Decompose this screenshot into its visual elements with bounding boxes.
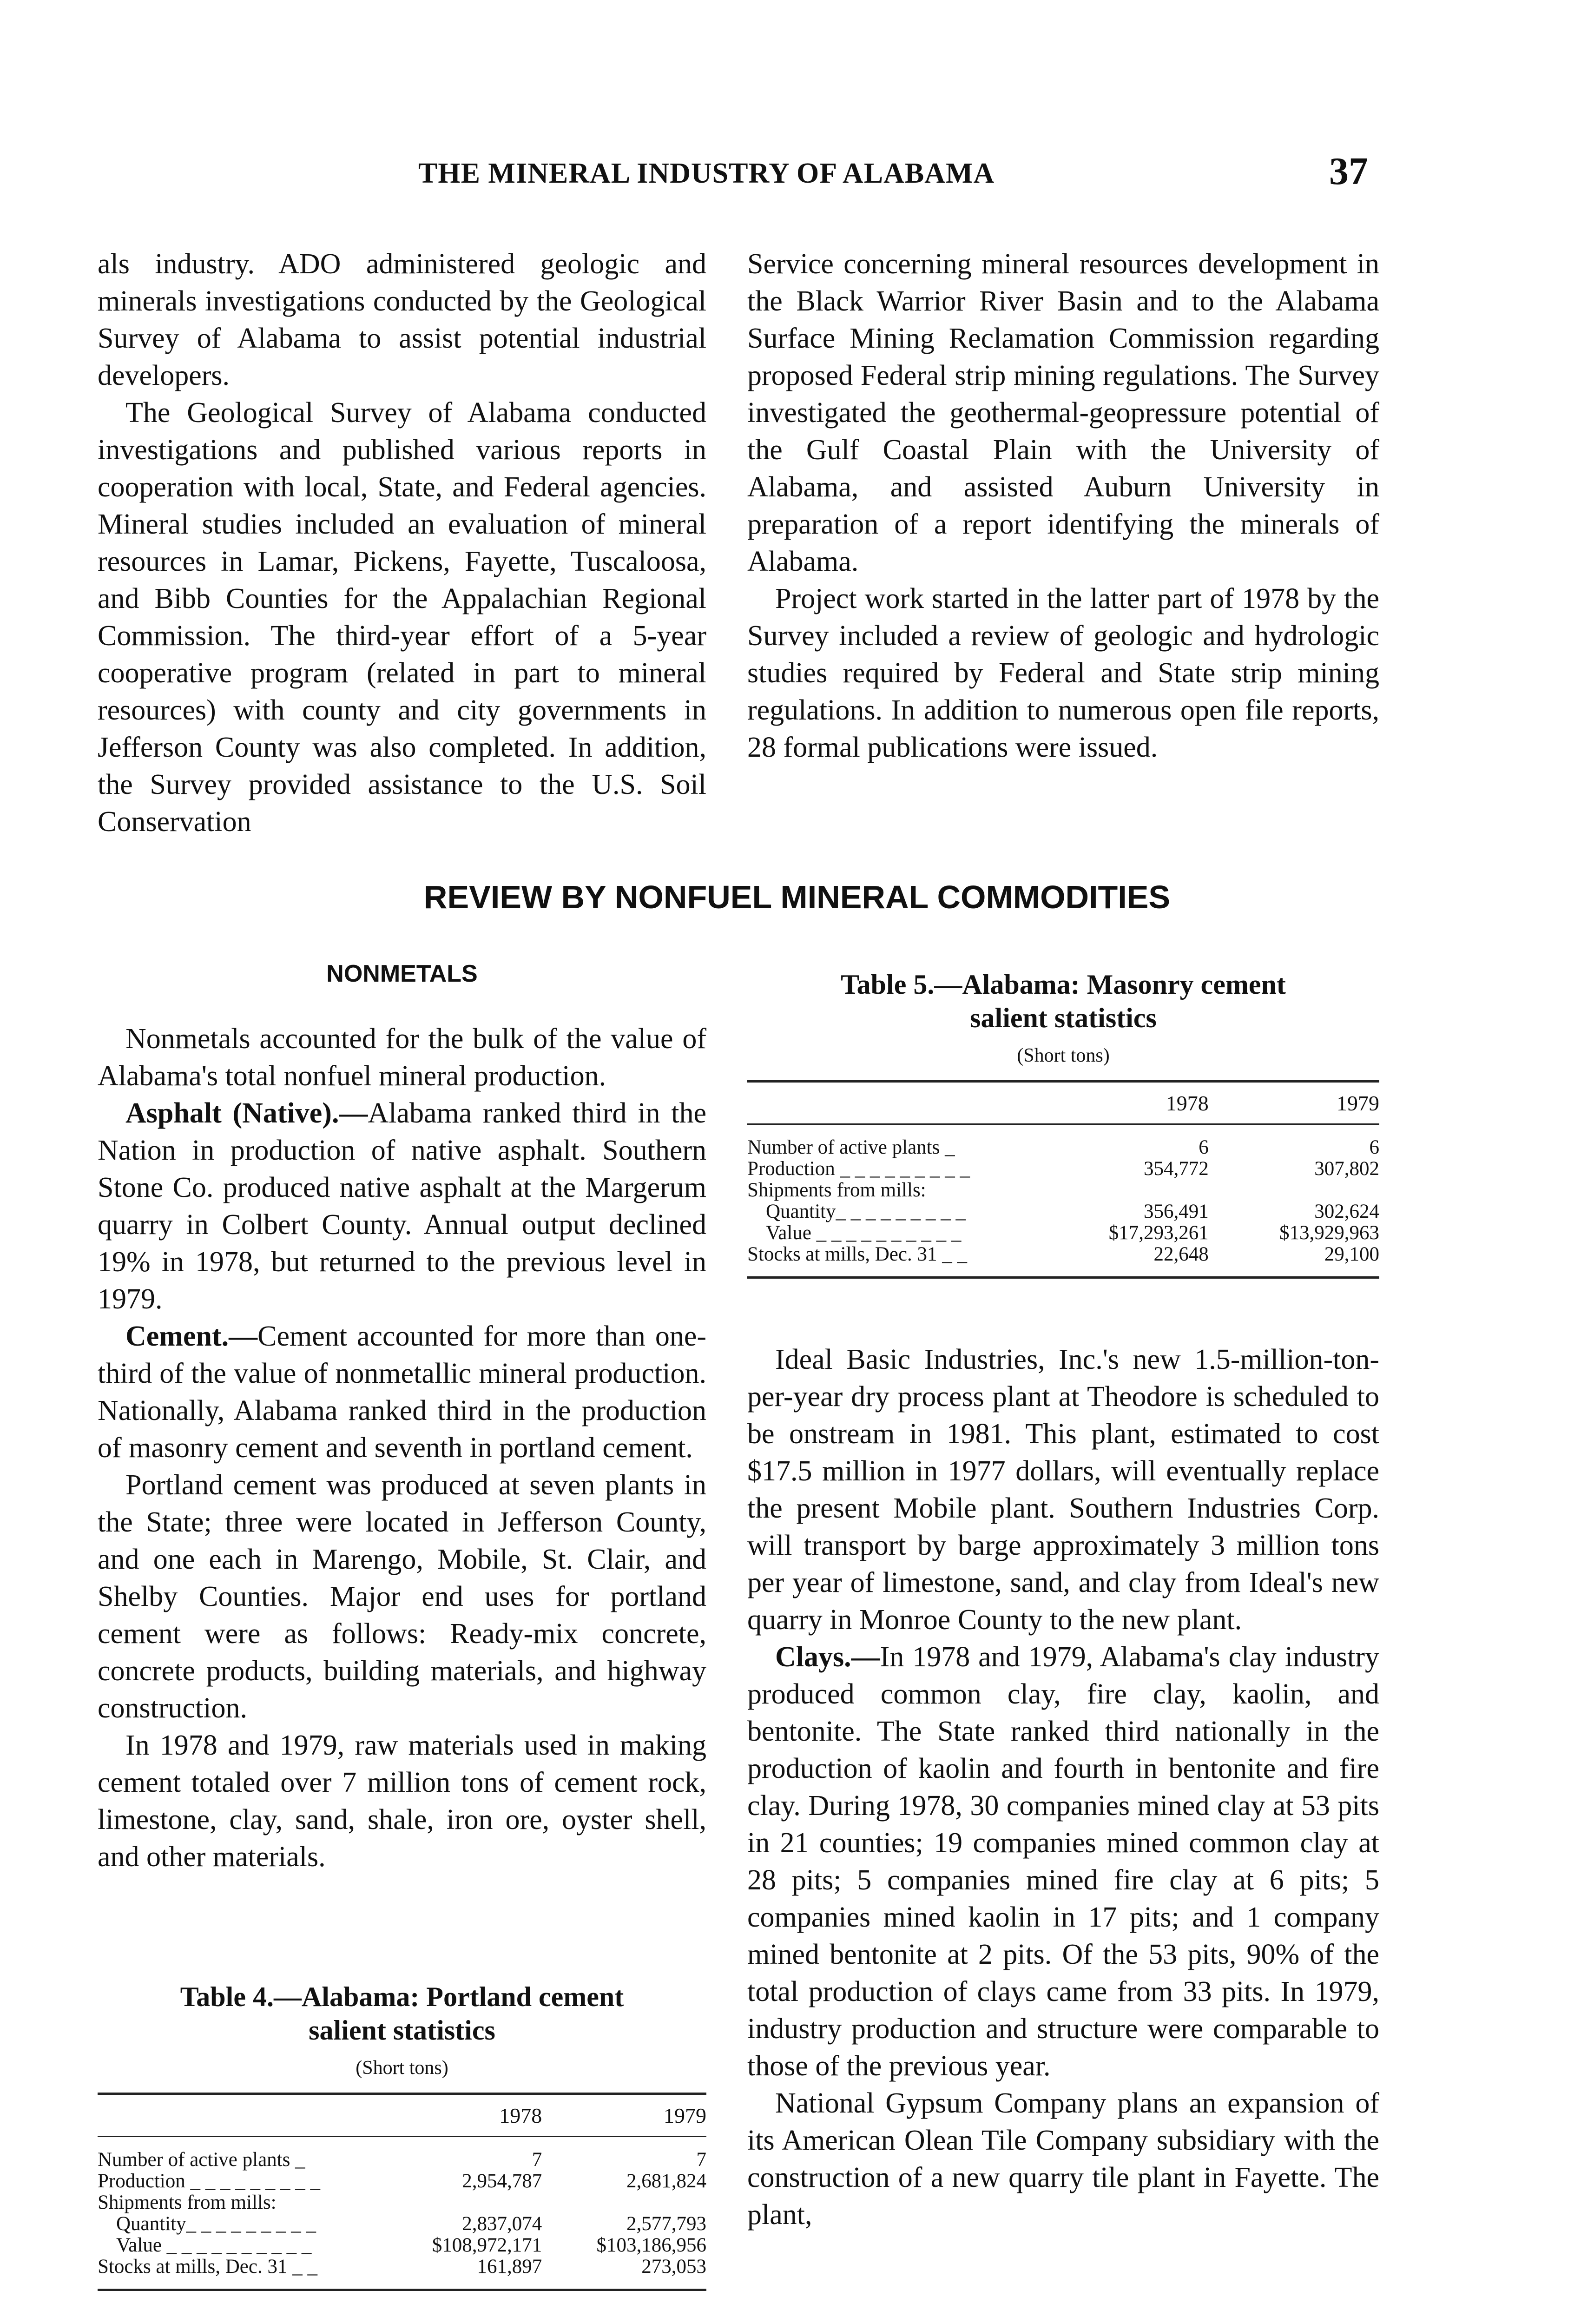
table-row: Value _ _ _ _ _ _ _ _ _ _ $17,293,261 $13,929,963 [766, 1222, 1379, 1244]
table-row: Shipments from mills: [98, 2192, 277, 2213]
lower-right-column [747, 1341, 1379, 2233]
table-5-masonry-cement [747, 968, 1379, 1279]
column-header: 1979 [1337, 1091, 1379, 1115]
table-unit: (Short tons) [356, 2057, 448, 2079]
table [98, 2095, 706, 2291]
column-header: 1979 [664, 2104, 706, 2127]
paragraph: Ideal Basic Industries, Inc.'s new 1.5-million-ton-per-year dry process plant at Theodore is scheduled to be onstream in 1981. This plant, estimated to cost $17.5 million in 1977 dollars, will eventually replace the present Mobile plant. Southern Industries Corp. will transport by barge approximately 3 million tons per year of limestone, sand, and clay from Ideal's new quarry in Monroe County to the new plant. [747, 1344, 1379, 1636]
paragraph-text: Alabama ranked third in the Nation in production of native asphalt. Southern Stone Co. produced native asphalt at the Margerum quarry in Colbert County. Annual output declined 19% in 1978, but returned to the previous level in 1979. [98, 1097, 706, 1315]
table-header-row [747, 1083, 1379, 1124]
column-header: 1978 [499, 2104, 542, 2127]
paragraph: In 1978 and 1979, raw materials used in making cement totaled over 7 million tons of cement rock, limestone, clay, sand, shale, iron ore, oyster shell, and other materials. [98, 1730, 706, 1873]
section-heading: REVIEW BY NONFUEL MINERAL COMMODITIES [423, 879, 1171, 915]
table-row: Stocks at mills, Dec. 31 _ _ 161,897 273,053 [98, 2256, 706, 2278]
table-row: Number of active plants _ 6 6 [747, 1136, 1379, 1158]
table-row: Value _ _ _ _ _ _ _ _ _ _ $108,972,171 $103,186,956 [116, 2234, 706, 2256]
lower-left-column [98, 1020, 706, 1875]
table-row: Shipments from mills: [747, 1179, 926, 1201]
top-right-column [747, 245, 1379, 766]
paragraph: Project work started in the latter part of 1978 by the Survey included a review of geologic and hydrologic studies required by Federal and State strip mining regulations. In addition to numerous open file reports, 28 formal publications were issued. [747, 583, 1379, 763]
paragraph: Portland cement was produced at seven plants in the State; three were located in Jefferson County, and one each in Marengo, Mobile, St. Clair, and Shelby Counties. Major end uses for portland cement were as follows: Ready-mix concrete, concrete products, building materials, and highway construction. [98, 1469, 706, 1724]
page-number: 37 [1329, 150, 1368, 193]
paragraph [98, 1095, 706, 1318]
paragraph [747, 1638, 1379, 2085]
paragraph-text: Cement accounted for more than one-third of the value of nonmetallic mineral production. Nationally, Alabama ranked third in the production of masonry cement and seventh in portland cement. [98, 1320, 706, 1464]
paragraph: Service concerning mineral resources development in the Black Warrior River Basin and to the Alabama Surface Mining Reclamation Commission regarding proposed Federal strip mining regulations. The Survey investigated the geothermal-geopressure potential of the Gulf Coastal Plain with the University of Alabama, and assisted Auburn University in preparation of a report identifying the minerals of Alabama. [747, 248, 1379, 577]
paragraph: Nonmetals accounted for the bulk of the value of Alabama's total nonfuel mineral production. [98, 1023, 706, 1092]
table-header-row [98, 2095, 706, 2137]
paragraph: als industry. ADO administered geologic and minerals investigations conducted by the Geological Survey of Alabama to assist potential industrial developers. [98, 248, 706, 391]
table-row: Quantity_ _ _ _ _ _ _ _ _ 2,837,074 2,577,793 [116, 2213, 706, 2235]
paragraph: National Gypsum Company plans an expansion of its American Olean Tile Company subsidiary with the construction of a new quarry tile plant in Fayette. The plant, [747, 2087, 1379, 2231]
table-4-portland-cement [98, 1980, 706, 2291]
subsection-heading: NONMETALS [326, 960, 478, 987]
table-row: Quantity_ _ _ _ _ _ _ _ _ 356,491 302,624 [766, 1201, 1379, 1222]
top-left-column [98, 245, 706, 840]
table-row: Number of active plants _ 7 7 [98, 2149, 706, 2171]
run-in-heading: Asphalt (Native).— [125, 1097, 368, 1129]
table-title: Table 4.—Alabama: Portland cement salient statistics [180, 1981, 624, 2046]
table-row: Stocks at mills, Dec. 31 _ _ 22,648 29,100 [747, 1243, 1379, 1265]
run-in-heading: Cement.— [125, 1320, 258, 1352]
paragraph: The Geological Survey of Alabama conducted investigations and published various reports in cooperation with local, State, and Federal agencies. Mineral studies included an evaluation of mineral resources in Lamar, Pickens, Fayette, Tuscaloosa, and Bibb Counties for the Appalachian Regional Commission. The third-year effort of a 5-year cooperative program (related in part to mineral resources) with county and city governments in Jefferson County was also completed. In addition, the Survey provided assistance to the U.S. Soil Conservation [98, 397, 706, 838]
table-row: Production _ _ _ _ _ _ _ _ _ 354,772 307,802 [747, 1158, 1379, 1180]
table-row: Production _ _ _ _ _ _ _ _ _ 2,954,787 2,681,824 [98, 2170, 706, 2192]
table-unit: (Short tons) [1017, 1045, 1110, 1066]
column-header: 1978 [1166, 1091, 1209, 1115]
table-title: Table 5.—Alabama: Masonry cement salient statistics [841, 969, 1286, 1033]
running-header-title: THE MINERAL INDUSTRY OF ALABAMA [418, 158, 995, 189]
paragraph-text: In 1978 and 1979, Alabama's clay industry produced common clay, fire clay, kaolin, and bentonite. The State ranked third nationally in the production of kaolin and fourth in bentonite and fire clay. During 1978, 30 companies mined clay at 53 pits in 21 counties; 19 companies mined common clay at 28 pits; 5 companies mined fire clay at 6 pits; 5 companies mined kaolin in 17 pits; and 1 company mined bentonite at 2 pits. Of the 53 pits, 90% of the total production of clays came from 33 pits. In 1979, industry production and structure were comparable to those of the previous year. [747, 1641, 1379, 2082]
run-in-heading: Clays.— [775, 1641, 880, 1673]
paragraph [98, 1318, 706, 1466]
table [747, 1083, 1379, 1279]
